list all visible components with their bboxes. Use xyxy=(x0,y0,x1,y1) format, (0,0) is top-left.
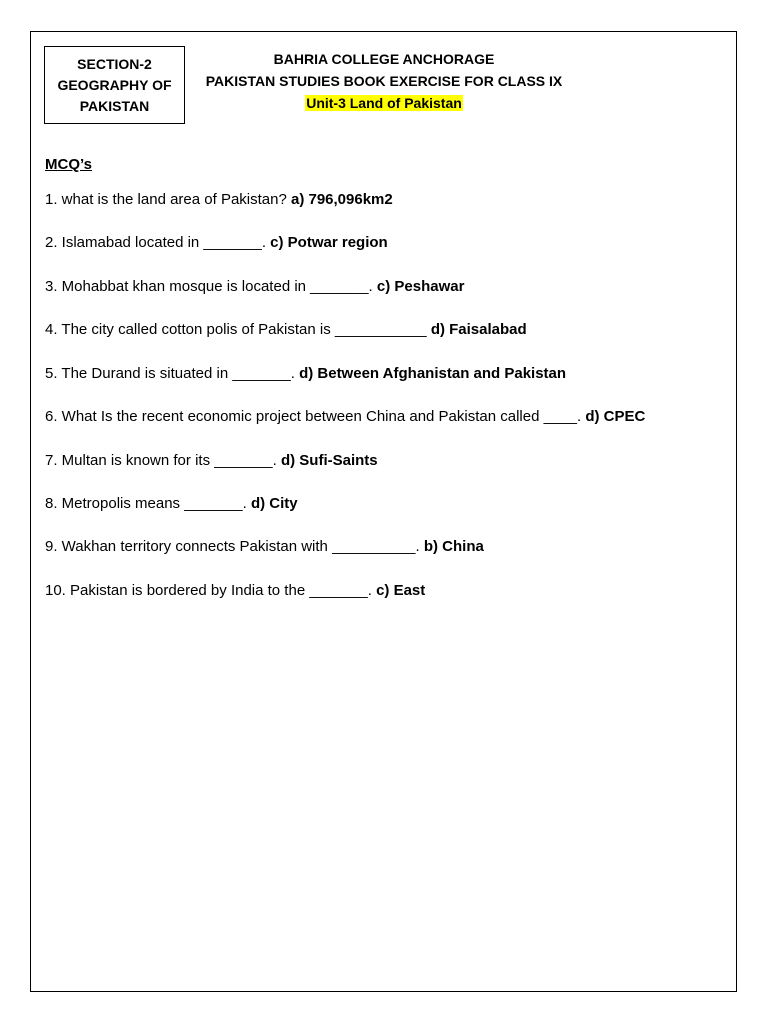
question-text: 3. Mohabbat khan mosque is located in _______. xyxy=(45,278,377,295)
question-3 xyxy=(45,278,464,295)
question-text: 5. The Durand is situated in _______. xyxy=(45,365,300,382)
question-text: 7. Multan is known for its _______. xyxy=(45,452,281,469)
question-2 xyxy=(45,234,388,251)
exercise-title: PAKISTAN STUDIES BOOK EXERCISE FOR CLASS IX xyxy=(205,73,563,89)
question-answer: d) Faisalabad xyxy=(430,321,527,338)
question-7 xyxy=(45,452,378,469)
section-title-line1: GEOGRAPHY OF xyxy=(57,76,172,93)
question-6 xyxy=(45,408,645,425)
school-name: BAHRIA COLLEGE ANCHORAGE xyxy=(273,51,495,67)
section-title-line2: PAKISTAN xyxy=(79,97,150,114)
section-label-box xyxy=(44,46,185,124)
question-text: 10. Pakistan is bordered by India to the _______. xyxy=(45,582,377,599)
question-answer: d) CPEC xyxy=(585,408,646,425)
question-4 xyxy=(45,321,527,338)
question-answer: d) Sufi-Saints xyxy=(280,452,378,469)
question-answer: d) City xyxy=(250,495,298,512)
unit-title: Unit-3 Land of Pakistan xyxy=(306,95,462,111)
section-number: SECTION-2 xyxy=(77,55,152,72)
question-answer: b) China xyxy=(423,538,484,555)
question-10 xyxy=(45,582,425,599)
question-text: 8. Metropolis means _______. xyxy=(45,495,251,512)
question-answer: c) Potwar region xyxy=(270,234,388,251)
question-text: 9. Wakhan territory connects Pakistan with __________. xyxy=(45,538,424,555)
question-9 xyxy=(45,538,484,555)
question-answer: a) 796,096km2 xyxy=(290,191,393,208)
question-text: 6. What Is the recent economic project between China and Pakistan called ____. xyxy=(45,408,586,425)
question-1 xyxy=(45,191,393,208)
question-answer: d) Between Afghanistan and Pakistan xyxy=(299,365,567,382)
question-answer: c) Peshawar xyxy=(376,278,465,295)
question-5 xyxy=(45,365,566,382)
question-text: 1. what is the land area of Pakistan? xyxy=(45,191,291,208)
question-answer: c) East xyxy=(376,582,426,599)
mcq-heading: MCQ’s xyxy=(45,156,92,173)
question-text: 2. Islamabad located in _______. xyxy=(45,234,271,251)
document-header xyxy=(200,48,568,114)
question-8 xyxy=(45,495,298,512)
question-text: 4. The city called cotton polis of Pakistan is ___________ xyxy=(45,321,431,338)
